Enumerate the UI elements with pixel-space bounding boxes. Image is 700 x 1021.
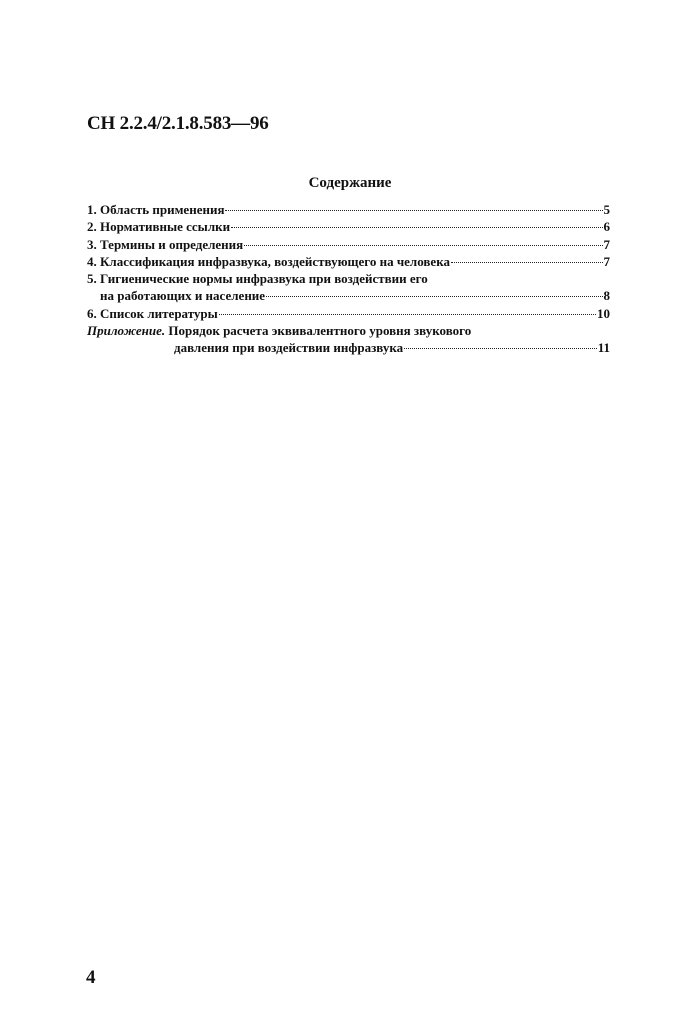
toc-entry-page: 8 [603, 288, 610, 304]
toc-entry-page: 7 [603, 236, 610, 252]
toc-leader-dots [451, 262, 603, 263]
toc-leader-dots [231, 227, 602, 228]
toc-entry-label: 6. Список литературы [87, 305, 218, 321]
toc-entry-label: 2. Нормативные ссылки [87, 219, 231, 235]
document-code: СН 2.2.4/2.1.8.583—96 [87, 113, 269, 134]
toc-entry-hygienic-norms[interactable] [87, 270, 610, 287]
toc-entry-page: 7 [603, 253, 610, 269]
toc-entry-label [87, 322, 471, 339]
toc-leader-dots [244, 245, 602, 246]
toc-entry-classification[interactable] [87, 253, 610, 270]
toc-entry-label: 4. Классификация инфразвука, воздействующего на человека [87, 253, 450, 269]
toc-leader-dots [219, 314, 596, 315]
toc-entry-normative-references[interactable] [87, 218, 610, 235]
toc-entry-label-continued: давления при воздействии инфразвука [174, 340, 404, 356]
toc-entry-label: 5. Гигиенические нормы инфразвука при воздействии его [87, 271, 428, 287]
toc-entry-appendix[interactable] [87, 322, 610, 339]
toc-entry-scope[interactable] [87, 201, 610, 218]
toc-entry-terms[interactable] [87, 236, 610, 253]
toc-entry-page: 5 [603, 202, 610, 217]
toc-leader-dots [225, 210, 602, 211]
toc-leader-dots [266, 296, 602, 297]
appendix-prefix: Приложение. [87, 323, 166, 339]
toc-entry-page: 6 [603, 219, 610, 235]
table-of-contents [87, 201, 610, 357]
page-number: 4 [86, 967, 96, 988]
toc-entry-page: 10 [597, 305, 610, 321]
toc-entry-label: 1. Область применения [87, 202, 225, 217]
toc-entry-label-continued: на работающих и население [100, 288, 266, 304]
appendix-title: Порядок расчета эквивалентного уровня звукового [168, 323, 472, 339]
toc-entry-page: 11 [597, 340, 610, 356]
toc-title: Содержание [308, 175, 392, 191]
toc-entry-hygienic-norms-cont[interactable] [87, 287, 610, 304]
toc-entry-label: 3. Термины и определения [87, 236, 244, 252]
toc-entry-appendix-cont[interactable] [87, 339, 610, 356]
toc-entry-bibliography[interactable] [87, 305, 610, 322]
toc-leader-dots [404, 348, 597, 349]
